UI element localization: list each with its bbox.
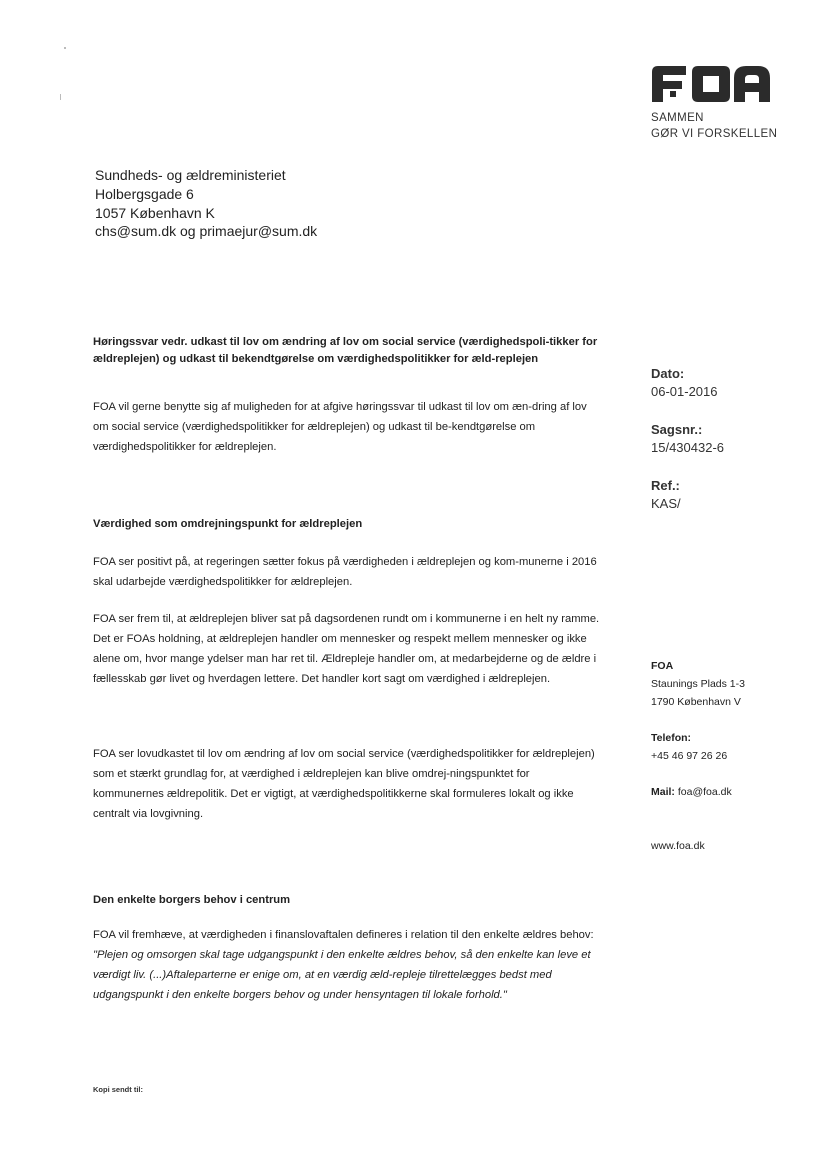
- tagline-line-2: GØR VI FORSKELLEN: [651, 128, 778, 140]
- mail-value: foa@foa.dk: [677, 786, 732, 798]
- section1-paragraph-3: FOA ser lovudkastet til lov om ændring af lov om social service (værdighedspolitikker for ældreplejen) som et stærkt grundlag for, at værdighed i ældreplejen kan blive omdrej-ningspunktet for kommunernes ældrepolitik. Det er vigtigt, at værdighedspolitikkerne skal formuleres lokalt og ikke centralt via lovgivning.: [93, 748, 595, 820]
- section-heading-citizen-needs: Den enkelte borgers behov i centrum: [93, 894, 291, 906]
- section2-quote: "Plejen og omsorgen skal tage udgangspunkt i den enkelte ældres behov, så den enkelte kan leve et værdigt liv. (...)Aftaleparterne er enige om, at en værdig æld-repleje tilrettelægges bedst med udgangspunkt i den enkelte borgers behov og under hensyntagen til lokale forhold.": [93, 949, 591, 1001]
- section2-plain-text: FOA vil fremhæve, at værdigheden i finanslovaftalen defineres i relation til den enkelte ældres behov:: [93, 929, 594, 941]
- mail-line: [651, 785, 732, 800]
- phone-value: +45 46 97 26 26: [651, 750, 728, 762]
- intro-paragraph: FOA vil gerne benytte sig af muligheden for at afgive høringssvar til udkast til lov om æn-dring af lov om social service (værdighedspolitikker for ældreplejen) og udkast til be-kendtgørelse om værdighedspolitikker for ældreplejen.: [93, 401, 587, 453]
- recipient-city: 1057 København K: [95, 205, 215, 221]
- section1-paragraph-1: FOA ser positivt på, at regeringen sætter fokus på værdigheden i ældreplejen og kom-munerne i 2016 skal udarbejde værdighedspolitikker for ældreplejen.: [93, 556, 597, 588]
- reference-value: KAS/: [651, 496, 681, 511]
- website: www.foa.dk: [651, 840, 705, 852]
- case-number-value: 15/430432-6: [651, 440, 725, 455]
- reference-label: Ref.:: [651, 478, 680, 493]
- recipient-street: Holbergsgade 6: [95, 186, 194, 202]
- phone-label: Telefon:: [651, 732, 692, 744]
- tagline-line-1: SAMMEN: [651, 112, 704, 124]
- letter-subject: Høringssvar vedr. udkast til lov om ændring af lov om social service (værdighedspoli-tikker for ældreplejen) og udkast til bekendtgørelse om værdighedspolitikker for æld-replejen: [93, 336, 598, 365]
- contact-address-2: 1790 København V: [651, 696, 741, 708]
- scan-speck: [60, 94, 61, 100]
- mail-label: Mail:: [651, 786, 675, 798]
- recipient-name: Sundheds- og ældreministeriet: [95, 167, 286, 183]
- copy-sent-to-label: Kopi sendt til:: [93, 1085, 143, 1094]
- case-number-label: Sagsnr.:: [651, 422, 703, 437]
- recipient-emails: chs@sum.dk og primaejur@sum.dk: [95, 223, 318, 239]
- section1-paragraph-2: FOA ser frem til, at ældreplejen bliver sat på dagsordenen rundt om i kommunerne i en helt ny ramme. Det er FOAs holdning, at ældreplejen handler om mennesker og respekt mellem mennesker og ikke alene om, hvor mange ydelser man har ret til. Ældrepleje handler om, at medarbejderne og de ældre i fællesskab gør livet og hverdagen lettere. Det handler kort sagt om værdighed i ældreplejen.: [93, 613, 600, 685]
- date-value: 06-01-2016: [651, 384, 718, 399]
- scan-speck: [64, 47, 66, 49]
- section-heading-dignity: Værdighed som omdrejningspunkt for ældreplejen: [93, 518, 363, 530]
- contact-org: FOA: [651, 660, 674, 672]
- contact-address-1: Staunings Plads 1-3: [651, 678, 745, 690]
- section2-paragraph-1: [93, 925, 603, 1005]
- date-label: Dato:: [651, 366, 685, 381]
- foa-logo: [650, 64, 772, 104]
